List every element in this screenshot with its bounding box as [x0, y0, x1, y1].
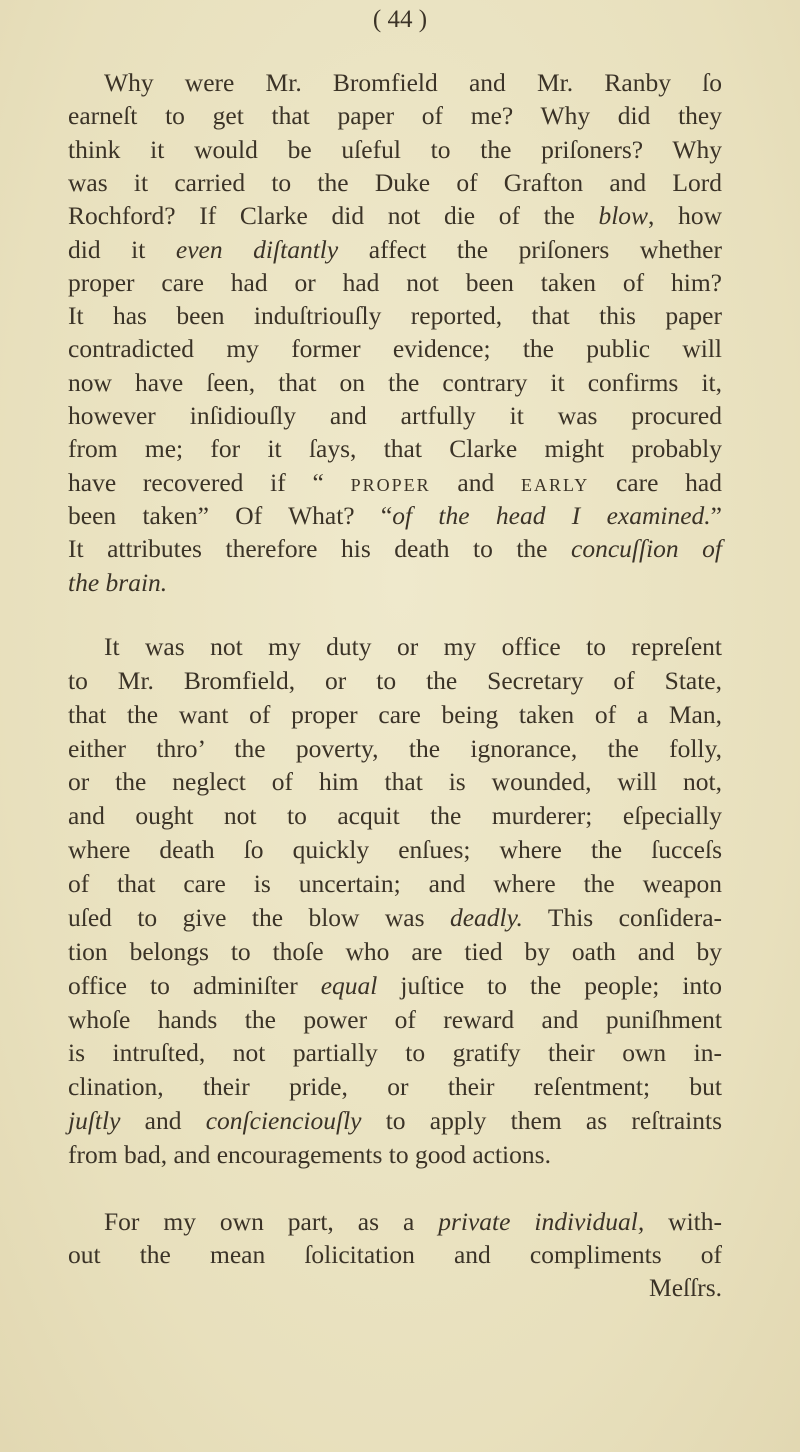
italic-text: of the head I examined.	[392, 500, 711, 530]
text-line	[68, 1070, 722, 1104]
text-line	[68, 901, 722, 935]
text-line	[68, 566, 722, 600]
text-segment: , how	[648, 201, 722, 231]
text-segment: of that care is uncertain; and where the weapon	[68, 869, 722, 899]
italic-text: equal	[320, 970, 378, 1000]
text-line	[68, 366, 722, 400]
italic-text: deadly.	[449, 902, 523, 932]
text-line	[68, 532, 722, 566]
text-segment: juſtice to the people; into	[377, 970, 722, 1000]
text-segment: where death ſo quickly enſues; where the ſucceſs	[68, 835, 722, 865]
italic-text: conſcienciouſly	[205, 1106, 362, 1136]
text-segment: to Mr. Bromfield, or to the Secretary of State,	[68, 665, 722, 695]
italic-text: juſtly	[68, 1106, 121, 1136]
text-line	[68, 935, 722, 969]
text-segment: from bad, and encouragements to good actions.	[68, 1140, 551, 1170]
text-line	[68, 466, 722, 500]
page-number: ( 44 )	[372, 6, 428, 33]
text-line	[68, 499, 722, 533]
text-segment: think it would be uſeful to the priſoners? Why	[68, 134, 722, 164]
small-caps-text: early	[521, 467, 590, 497]
text-segment: care had	[589, 467, 722, 497]
text-segment: out the mean ſolicitation and compliments of	[68, 1240, 722, 1269]
text-segment: is intruſted, not partially to gratify their own in-	[68, 1038, 722, 1068]
text-segment: with-	[644, 1207, 722, 1236]
text-line	[68, 867, 722, 901]
text-segment: to apply them as reſtraints	[361, 1106, 722, 1136]
text-segment: proper care had or had not been taken of him?	[68, 267, 722, 297]
text-segment: from me; for it ſays, that Clarke might probably	[68, 434, 722, 464]
text-line	[104, 630, 722, 664]
italic-text: concuſſion of	[571, 534, 722, 564]
text-segment: or the neglect of him that is wounded, will not,	[68, 767, 722, 797]
text-line	[68, 1138, 722, 1172]
text-segment: whoſe hands the power of reward and puniſhment	[68, 1004, 722, 1034]
italic-text: even diſtantly	[175, 234, 339, 264]
text-segment: clination, their pride, or their reſentment; but	[68, 1072, 722, 1102]
text-segment: For my own part, as a	[104, 1207, 439, 1236]
text-segment: office to adminiſter	[68, 970, 321, 1000]
text-segment: uſed to give the blow was	[68, 902, 450, 932]
text-line	[68, 969, 722, 1003]
text-segment: been taken” Of What? “	[68, 500, 393, 530]
text-segment: earneſt to get that paper of me? Why did they	[68, 101, 722, 131]
text-line	[68, 432, 722, 466]
text-line	[104, 66, 722, 100]
small-caps-text: proper	[350, 467, 431, 497]
text-segment: Rochford? If Clarke did not die of the	[68, 201, 599, 231]
text-segment: now have ſeen, that on the contrary it confirms it,	[68, 367, 722, 397]
text-line	[68, 166, 722, 200]
text-segment: This conſidera-	[522, 902, 723, 932]
text-segment: Why were Mr. Bromfield and Mr. Ranby ſo	[104, 68, 722, 97]
text-line	[68, 99, 722, 133]
text-line	[68, 233, 722, 267]
catchword: Meſſrs.	[649, 1273, 722, 1302]
text-line	[68, 399, 722, 433]
text-line	[68, 664, 722, 698]
text-line	[68, 199, 722, 233]
text-segment: It was not my duty or my office to repreſent	[104, 632, 722, 661]
text-segment: It has been induſtriouſly reported, that this paper	[68, 301, 722, 331]
text-segment: and	[430, 467, 521, 497]
text-line	[68, 1003, 722, 1037]
text-line	[68, 799, 722, 833]
text-segment: that the want of proper care being taken of a Man,	[68, 699, 722, 729]
text-line	[68, 133, 722, 167]
text-segment: did it	[68, 234, 176, 264]
text-segment: and	[120, 1106, 206, 1136]
text-line	[68, 833, 722, 867]
text-line	[68, 1238, 722, 1272]
text-line	[68, 1104, 722, 1138]
text-line	[68, 732, 722, 766]
text-line	[68, 332, 722, 366]
text-segment: contradicted my former evidence; the public will	[68, 334, 722, 364]
text-line	[68, 765, 722, 799]
text-segment: have recovered if “	[68, 467, 351, 497]
text-segment: however inſidiouſly and artfully it was procured	[68, 401, 722, 430]
italic-text: private individual,	[438, 1207, 645, 1236]
text-line	[104, 1205, 722, 1239]
text-segment: was it carried to the Duke of Grafton and Lord	[68, 167, 722, 197]
italic-text: the brain.	[68, 567, 168, 597]
text-segment: It attributes therefore his death to the	[68, 534, 572, 564]
text-line	[68, 266, 722, 300]
text-line	[68, 299, 722, 333]
text-segment: either thro’ the poverty, the ignorance, the folly,	[68, 733, 722, 763]
text-segment: tion belongs to thoſe who are tied by oath and by	[68, 936, 722, 966]
text-line	[68, 1036, 722, 1070]
text-segment: ”	[710, 500, 722, 530]
text-segment: and ought not to acquit the murderer; eſpecially	[68, 801, 722, 831]
text-segment: affect the priſoners whether	[338, 234, 722, 264]
italic-text: blow	[598, 201, 649, 231]
text-line	[68, 698, 722, 732]
